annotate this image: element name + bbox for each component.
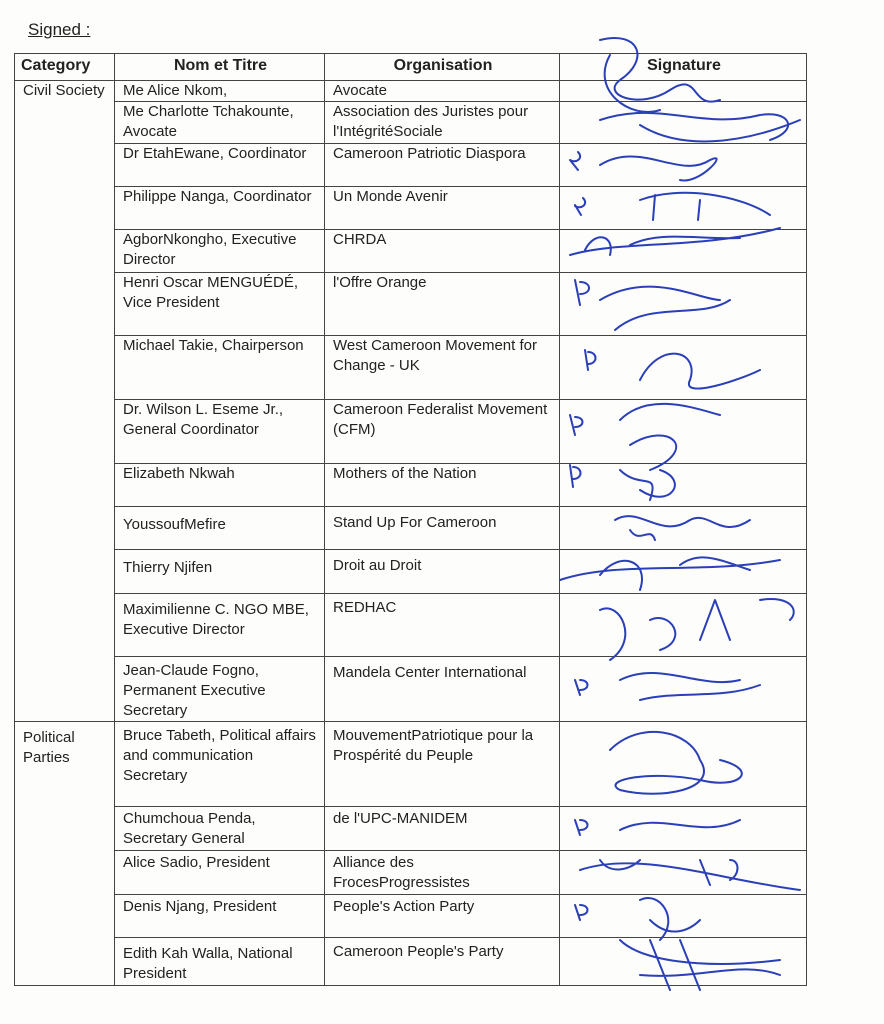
category-political-parties: Political Parties — [15, 722, 115, 986]
signatory-name: Denis Njang, President — [115, 895, 325, 938]
table-row — [15, 550, 807, 594]
signatory-organisation: de l'UPC-MANIDEM — [325, 807, 560, 851]
signatory-organisation: MouvementPatriotique pour la Prospérité du Peuple — [325, 722, 560, 807]
table-row — [15, 938, 807, 986]
signature-cell — [560, 851, 807, 895]
signature-cell — [560, 938, 807, 986]
signatory-organisation: Alliance des FrocesProgressistes — [325, 851, 560, 895]
signatory-name: Me Alice Nkom, — [115, 81, 325, 102]
signatory-name: AgborNkongho, Executive Director — [115, 230, 325, 273]
signatory-name: YoussoufMefire — [115, 507, 325, 550]
signatory-organisation: People's Action Party — [325, 895, 560, 938]
signature-cell — [560, 273, 807, 336]
signatory-organisation: Mothers of the Nation — [325, 464, 560, 507]
table-row — [15, 807, 807, 851]
signatory-name: Dr EtahEwane, Coordinator — [115, 144, 325, 187]
signatory-organisation: Stand Up For Cameroon — [325, 507, 560, 550]
signatory-organisation: Droit au Droit — [325, 550, 560, 594]
table-row — [15, 400, 807, 464]
table-row — [15, 81, 807, 102]
table-row — [15, 336, 807, 400]
category-header: Category — [15, 54, 115, 81]
signature-cell — [560, 594, 807, 657]
signature-cell — [560, 657, 807, 722]
signatory-name: Michael Takie, Chairperson — [115, 336, 325, 400]
organisation-header: Organisation — [325, 54, 560, 81]
signature-cell — [560, 550, 807, 594]
signatory-name: Philippe Nanga, Coordinator — [115, 187, 325, 230]
category-civil-society: Civil Society — [15, 81, 115, 722]
signatory-name: Dr. Wilson L. Eseme Jr., General Coordinator — [115, 400, 325, 464]
signature-table — [14, 53, 807, 986]
signatory-name: Bruce Tabeth, Political affairs and communication Secretary — [115, 722, 325, 807]
signatory-name: Me Charlotte Tchakounte, Avocate — [115, 102, 325, 144]
signatory-name: Maximilienne C. NGO MBE, Executive Director — [115, 594, 325, 657]
signatory-name: Elizabeth Nkwah — [115, 464, 325, 507]
signature-cell — [560, 102, 807, 144]
signature-cell — [560, 400, 807, 464]
signatory-organisation: Avocate — [325, 81, 560, 102]
signatory-organisation: Cameroon People's Party — [325, 938, 560, 986]
table-row — [15, 851, 807, 895]
signatory-organisation: Association des Juristes pour l'IntégritéSociale — [325, 102, 560, 144]
signature-cell — [560, 722, 807, 807]
signatory-name: Jean-Claude Fogno, Permanent Executive Secretary — [115, 657, 325, 722]
signatory-name: Henri Oscar MENGUÉDÉ, Vice President — [115, 273, 325, 336]
signature-cell — [560, 187, 807, 230]
signatory-name: Edith Kah Walla, National President — [115, 938, 325, 986]
signatory-organisation: CHRDA — [325, 230, 560, 273]
table-row — [15, 230, 807, 273]
signatory-name: Thierry Njifen — [115, 550, 325, 594]
signatory-name: Chumchoua Penda, Secretary General — [115, 807, 325, 851]
header-row — [15, 54, 807, 81]
table-row — [15, 144, 807, 187]
signature-cell — [560, 895, 807, 938]
signature-cell — [560, 81, 807, 102]
signature-cell — [560, 230, 807, 273]
signatory-organisation: West Cameroon Movement for Change - UK — [325, 336, 560, 400]
signatory-organisation: Cameroon Federalist Movement (CFM) — [325, 400, 560, 464]
name-header: Nom et Titre — [115, 54, 325, 81]
signatory-name: Alice Sadio, President — [115, 851, 325, 895]
signed-heading: Signed : — [28, 20, 91, 39]
signatory-organisation: Cameroon Patriotic Diaspora — [325, 144, 560, 187]
table-row — [15, 273, 807, 336]
signature-cell — [560, 507, 807, 550]
table-row — [15, 464, 807, 507]
signature-cell — [560, 144, 807, 187]
signatory-organisation: REDHAC — [325, 594, 560, 657]
signature-cell — [560, 336, 807, 400]
table-row — [15, 507, 807, 550]
signatory-organisation: Un Monde Avenir — [325, 187, 560, 230]
signature-cell — [560, 464, 807, 507]
signature-header: Signature — [560, 54, 807, 81]
table-row — [15, 187, 807, 230]
table-row — [15, 722, 807, 807]
table-row — [15, 594, 807, 657]
table-row — [15, 102, 807, 144]
signature-cell — [560, 807, 807, 851]
signatory-organisation: l'Offre Orange — [325, 273, 560, 336]
signatory-organisation: Mandela Center International — [325, 657, 560, 722]
table-row — [15, 657, 807, 722]
table-row — [15, 895, 807, 938]
